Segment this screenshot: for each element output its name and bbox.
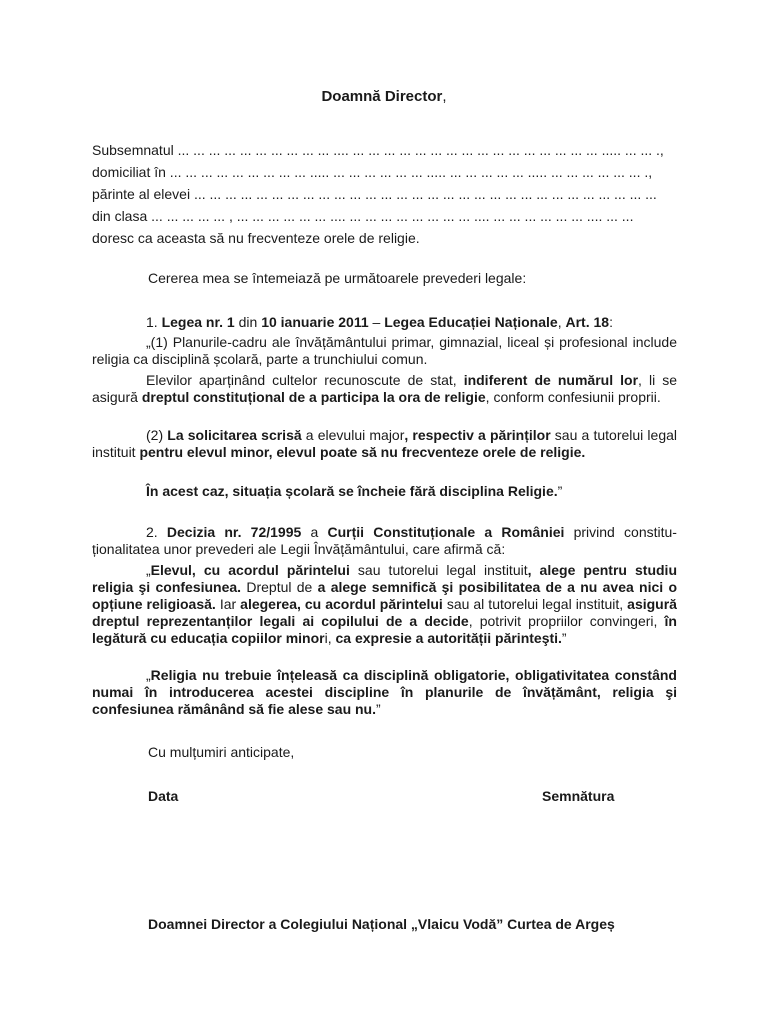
- text-run: i,: [324, 630, 336, 646]
- bold-text-run: dreptul constituțional de a participa la ora de religie: [141, 389, 486, 405]
- bold-text-run: indiferent de numărul lor: [463, 372, 639, 388]
- field-clasa: din clasa ... ... ... ... ... , ... ... ... ... ... ... .... ... ... ... ... ... ... ... ... .... ... ... ... ... ... ... .... ... ...: [92, 208, 634, 224]
- text-run: ”: [557, 483, 563, 499]
- bold-text-run: , alege pentru studiu religia şi confesiunea.: [92, 562, 677, 595]
- addressee-line: Doamnei Director a Colegiului Național „Vlaicu Vodă” Curtea de Argeș: [148, 916, 615, 932]
- section1-paragraph-2: [92, 372, 677, 406]
- text-run: a elevului major: [301, 427, 405, 443]
- text-run: :: [609, 314, 613, 330]
- text-run: „: [146, 667, 151, 683]
- text-run: (2): [146, 427, 168, 443]
- signature-label: Semnătura: [542, 788, 615, 804]
- text-run: 2.: [146, 524, 167, 540]
- bold-text-run: asigură dreptul reprezentanților legali ai copilului de a decide: [92, 596, 677, 629]
- bold-text-run: a alege semnifică şi posibilitatea de a nu avea nici o opțiune religioasă.: [92, 579, 678, 612]
- text-run: Dreptul de: [241, 579, 318, 595]
- bold-text-run: alegerea, cu acordul părintelui: [240, 596, 443, 612]
- text-run: , potrivit propriilor convingeri,: [468, 613, 665, 629]
- bold-text-run: , respectiv a părinților: [404, 427, 551, 443]
- text-run: ,: [557, 314, 566, 330]
- text-run: –: [368, 314, 385, 330]
- section1-paragraph-3: [92, 427, 677, 461]
- section1-heading: [92, 314, 677, 331]
- text-run: sau a tutorelui legal instituit: [92, 427, 677, 460]
- text-run: Elevilor aparținând cultelor recunoscute de stat,: [146, 372, 464, 388]
- bold-text-run: Art. 18: [565, 314, 610, 330]
- bold-text-run: 10 ianuarie 2011: [261, 314, 369, 330]
- section2-paragraph-2: [92, 667, 677, 718]
- text-run: din: [234, 314, 262, 330]
- text-run: , li se asigură: [92, 372, 677, 405]
- closing-thanks: Cu mulțumiri anticipate,: [148, 744, 295, 760]
- title-comma: ,: [442, 88, 447, 105]
- text-run: a: [301, 524, 328, 540]
- bold-text-run: Decizia nr. 72/1995: [166, 524, 302, 540]
- bold-text-run: în legătură cu educația copiilor minor: [92, 613, 677, 646]
- bold-text-run: Legea Educației Naționale: [384, 314, 558, 330]
- text-run: privind constitu-ționalitatea unor prevederi ale Legii Învățământului, care afirmă că:: [92, 524, 677, 557]
- bold-text-run: ca expresie a autorității părinteşti.: [335, 630, 562, 646]
- bold-text-run: La solicitarea scrisă: [167, 427, 302, 443]
- section1-paragraph-4: [92, 483, 677, 500]
- bold-text-run: Religia nu trebuie înțeleasă ca disciplină obligatorie, obligativitatea constând numai în introducerea acestei discipline în planurile de învățământ, religia şi confesiunea rămânând să fie alese sau nu.: [92, 667, 677, 717]
- bold-text-run: Curții Constituționale a României: [327, 524, 565, 540]
- text-run: sau al tutorelui legal instituit,: [442, 596, 628, 612]
- text-run: „(1) Planurile-cadru ale învățământului primar, gimnazial, liceal și profesional include religia ca disciplină școlară, parte a trunchiului comun.: [92, 334, 677, 367]
- date-label: Data: [148, 788, 179, 804]
- bold-text-run: pentru elevul minor, elevul poate să nu frecventeze orele de religie.: [139, 444, 586, 460]
- page-title: [0, 88, 768, 105]
- section1-paragraph-1: [92, 334, 677, 368]
- text-run: 1.: [146, 314, 162, 330]
- text-run: „: [146, 562, 151, 578]
- text-run: Iar: [215, 596, 241, 612]
- field-domiciliat: domiciliat în ... ... ... ... ... ... ... ... ... ..... ... ... ... ... ... ... ..... ... ... ... ... ... ..... ... ... ... ... ... ... .,: [92, 164, 653, 180]
- title-text: Doamnă Director: [321, 88, 443, 105]
- bold-text-run: Legea nr. 1: [161, 314, 235, 330]
- section2-paragraph-1: [92, 562, 677, 647]
- bold-text-run: În acest caz, situația școlară se încheie fără disciplina Religie.: [146, 483, 558, 499]
- bold-text-run: Elevul, cu acordul părintelui: [150, 562, 350, 578]
- text-run: ”: [561, 630, 567, 646]
- request-sentence: doresc ca aceasta să nu frecventeze orele de religie.: [92, 230, 420, 246]
- section2-heading: [92, 524, 677, 558]
- field-subsemnatul: Subsemnatul ... ... ... ... ... ... ... ... ... ... .... ... ... ... ... ... ... ... ... ... ... ... ... ... ... ... ... ..... ... ... .,: [92, 142, 664, 158]
- field-parinte: părinte al elevei ... ... ... ... ... ... ... ... ... ... ... ... ... ... ... ... ... ... ... ... ... ... ... ... ... ... ... ... ... ...: [92, 186, 657, 202]
- text-run: sau tutorelui legal instituit: [349, 562, 528, 578]
- text-run: ”: [376, 701, 381, 717]
- text-run: , conform confesiunii proprii.: [485, 389, 661, 405]
- intro-text: Cererea mea se întemeiază pe următoarele prevederi legale:: [148, 270, 527, 286]
